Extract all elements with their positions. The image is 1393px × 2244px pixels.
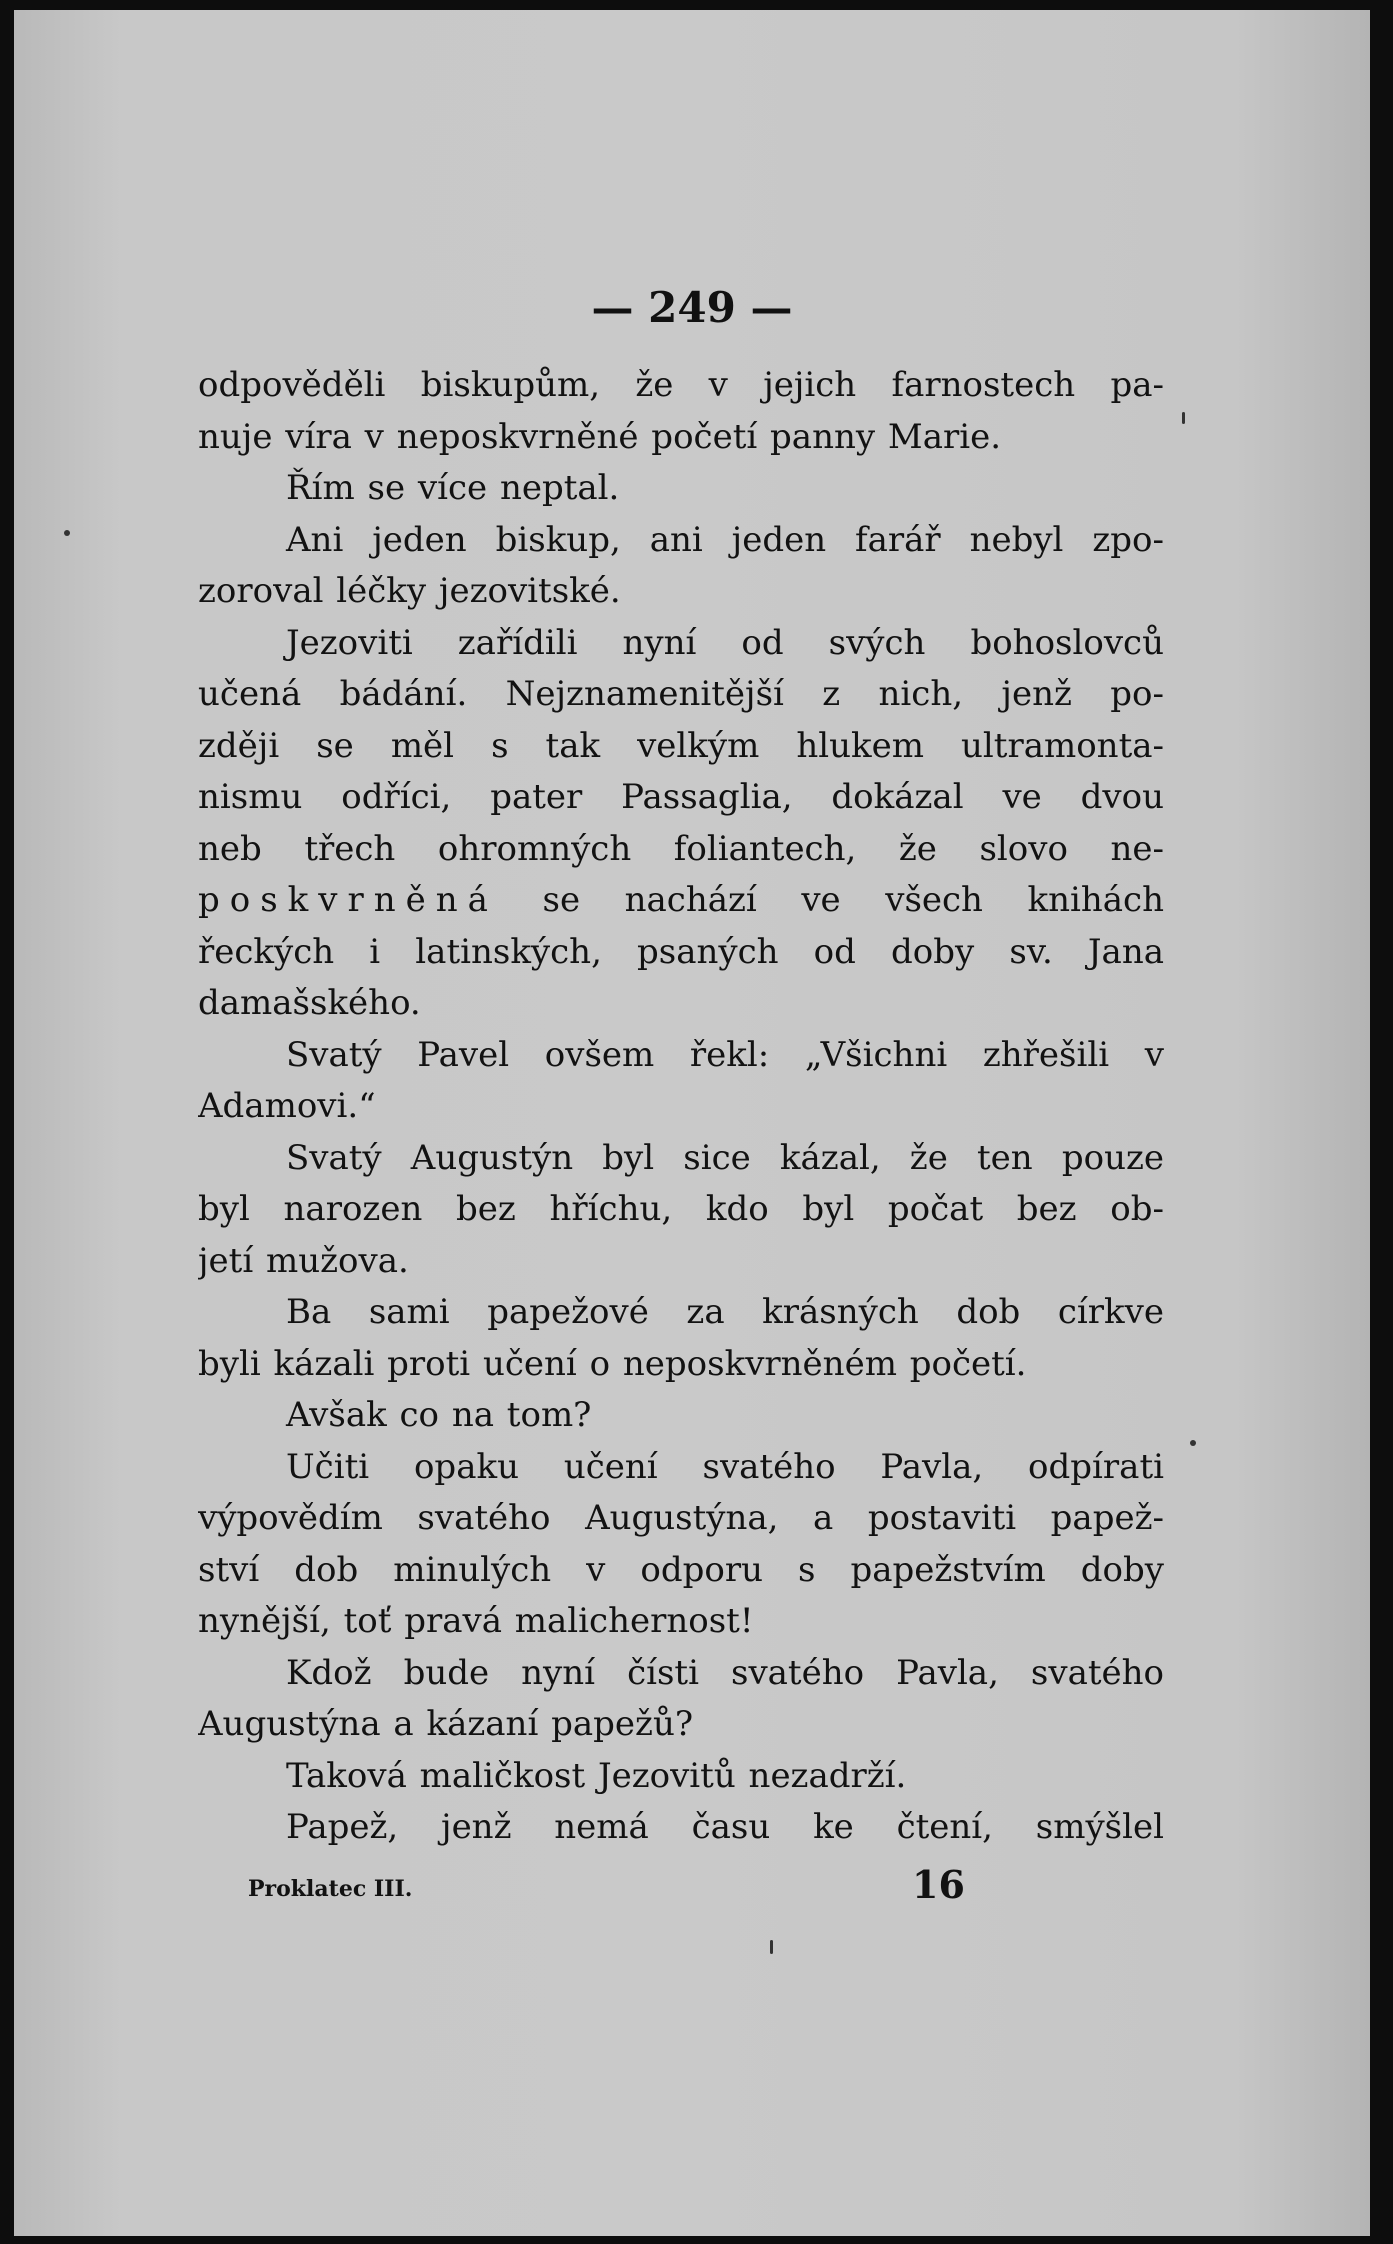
text-line: byli kázali proti učení o neposkvrněném početí. xyxy=(198,1343,1027,1384)
text-line: neb třech ohromných foliantech, že slovo ne- xyxy=(198,828,1164,869)
paper-speck xyxy=(64,530,70,536)
text-line: Papež, jenž nemá času ke čtení, smýšlel xyxy=(286,1807,1164,1847)
paper-speck xyxy=(770,1940,773,1954)
spaced-word: poskvrněná xyxy=(198,880,498,920)
text-line: odpověděli biskupům, že v jejich farnostech pa- xyxy=(198,365,1164,405)
page-footer xyxy=(248,1862,1008,1912)
scanned-page xyxy=(14,10,1370,2236)
text-line: nismu odříci, pater Passaglia, dokázal ve dvou xyxy=(198,777,1164,817)
body-text xyxy=(198,360,1164,1854)
text-line: Jezoviti zařídili nyní od svých bohoslovců xyxy=(286,622,1164,663)
text-line: Řím se více neptal. xyxy=(286,468,620,508)
text-line: Ani jeden biskup, ani jeden farář nebyl zpo- xyxy=(286,519,1164,560)
text-line: nynější, toť pravá malichernost! xyxy=(198,1601,754,1641)
text-line: řeckých i latinských, psaných od doby sv. Jana xyxy=(198,931,1164,972)
paper-speck xyxy=(1182,412,1185,424)
text-line: Kdož bude nyní čísti svatého Pavla, svatého xyxy=(286,1652,1164,1693)
text-line: Svatý Augustýn byl sice kázal, že ten pouze xyxy=(286,1137,1164,1178)
text-line: Taková maličkost Jezovitů nezadrží. xyxy=(286,1755,907,1796)
signature-mark: 16 xyxy=(912,1862,965,1907)
text-line: Augustýna a kázaní papežů? xyxy=(198,1704,694,1744)
page-number: — 249 — xyxy=(591,283,793,332)
text-line: damašského. xyxy=(198,983,421,1023)
text-line: byl narozen bez hříchu, kdo byl počat bez ob- xyxy=(198,1189,1164,1229)
text-line xyxy=(198,875,1164,927)
text-line: zoroval léčky jezovitské. xyxy=(198,571,621,611)
text-line: Učiti opaku učení svatého Pavla, odpírati xyxy=(286,1446,1164,1487)
text-line: Ba sami papežové za krásných dob církve xyxy=(286,1292,1164,1332)
text-line: nuje víra v neposkvrněné početí panny Marie. xyxy=(198,416,1002,457)
line-tail: se nachází ve všech knihách xyxy=(497,880,1164,920)
text-line: učená bádání. Nejznamenitější z nich, jenž po- xyxy=(198,674,1164,714)
text-line: jetí mužova. xyxy=(198,1240,409,1281)
text-line: Avšak co na tom? xyxy=(286,1395,592,1435)
signature-label: Proklatec III. xyxy=(248,1876,413,1902)
text-line: Svatý Pavel ovšem řekl: „Všichni zhřešili v xyxy=(286,1034,1164,1075)
text-line: Adamovi.“ xyxy=(198,1086,376,1126)
text-line: ství dob minulých v odporu s papežstvím doby xyxy=(198,1549,1164,1590)
text-line: výpovědím svatého Augustýna, a postaviti papež- xyxy=(198,1498,1164,1538)
paper-speck xyxy=(1190,1440,1196,1446)
text-line: zději se měl s tak velkým hlukem ultramonta- xyxy=(198,725,1164,766)
